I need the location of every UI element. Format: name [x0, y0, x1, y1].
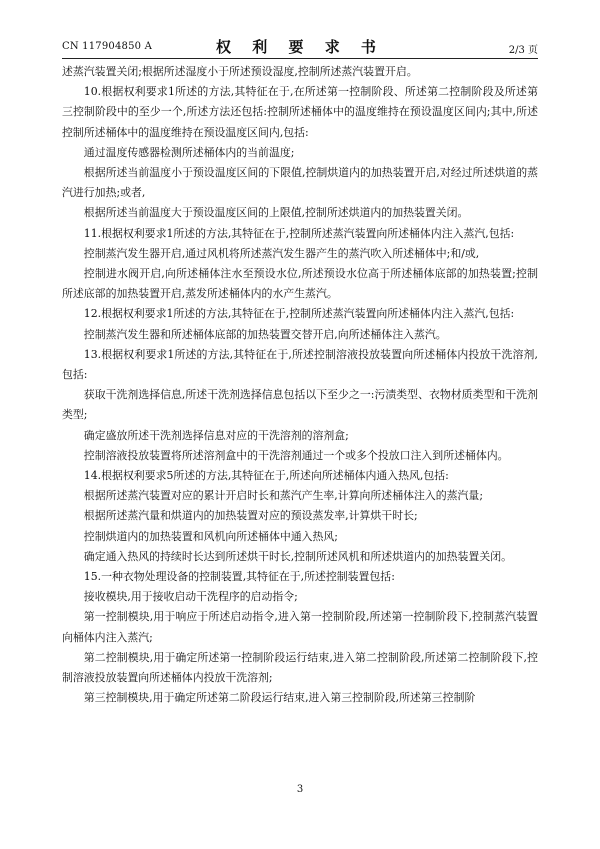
- paragraph: 第三控制模块,用于确定所述第二阶段运行结束,进入第三控制阶段,所述第三控制阶: [83, 691, 476, 705]
- paragraph: 12.根据权利要求1所述的方法,其特征在于,控制所述蒸汽装置向所述桶体内注入蒸汽,包括:: [83, 307, 515, 321]
- document-title: 权 利 要 求 书: [216, 38, 384, 56]
- page-header: [62, 36, 538, 56]
- paragraph: 11.根据权利要求1所述的方法,其特征在于,控制所述蒸汽装置向所述桶体内注入蒸汽,包括:: [83, 226, 515, 240]
- paragraph: 13.根据权利要求1所述的方法,其特征在于,所述控制溶液投放装置向所述桶体内投放干洗溶剂,包括:: [62, 347, 538, 382]
- paragraph: 根据所述当前温度大于预设温度区间的上限值,控制所述烘道内的加热装置关闭。: [83, 206, 469, 220]
- publication-number: CN 117904850 A: [62, 41, 153, 52]
- paragraph: 述蒸汽装置关闭;根据所述湿度小于所述预设湿度,控制所述蒸汽装置开启。: [62, 65, 418, 78]
- paragraph: 根据所述当前温度小于预设温度区间的下限值,控制烘道内的加热装置开启,对经过所述烘道的蒸汽进行加热;或者,: [62, 166, 538, 200]
- paragraph: 控制蒸汽发生器开启,通过风机将所述蒸汽发生器产生的蒸汽吹入所述桶体中;和/或,: [83, 246, 480, 260]
- paragraph: 确定通入热风的持续时长达到所述烘干时长,控制所述风机和所述烘道内的加热装置关闭。: [83, 549, 512, 563]
- page-indicator: 2/3 页: [508, 45, 538, 56]
- paragraph: 第一控制模块,用于响应于所述启动指令,进入第一控制阶段,所述第一控制阶段下,控制蒸汽装置向桶体内注入蒸汽;: [62, 610, 538, 644]
- claims-body: [62, 62, 538, 709]
- paragraph: 10.根据权利要求1所述的方法,其特征在于,在所述第一控制阶段、所述第二控制阶段及所述第三控制阶段中的至少一个,所述方法还包括:控制所述桶体中的温度维持在预设温度区间内;其中,所述控制所述桶体中的温度维持在预设温度区间内,包括:: [62, 85, 538, 139]
- paragraph: 控制溶液投放装置将所述溶剂盒中的干洗溶剂通过一个或多个投放口注入到所述桶体内。: [83, 448, 509, 462]
- paragraph: 控制进水阀开启,向所述桶体注水至预设水位,所述预设水位高于所述桶体底部的加热装置;控制所述底部的加热装置开启,蒸发所述桶体内的水产生蒸汽。: [62, 267, 538, 301]
- paragraph: 15.一种衣物处理设备的控制装置,其特征在于,所述控制装置包括:: [83, 570, 395, 584]
- paragraph: 接收模块,用于接收启动干洗程序的启动指令;: [83, 590, 298, 604]
- paragraph: 14.根据权利要求5所述的方法,其特征在于,所述向所述桶体内通入热风,包括:: [83, 469, 449, 483]
- header-rule: [62, 58, 538, 59]
- paragraph: 根据所述蒸汽量和烘道内的加热装置对应的预设蒸发率,计算烘干时长;: [83, 509, 418, 523]
- paragraph: 通过温度传感器检测所述桶体内的当前温度;: [83, 145, 295, 159]
- page-number: 3: [296, 784, 304, 795]
- paragraph: 根据所述蒸汽装置对应的累计开启时长和蒸汽产生率,计算向所述桶体注入的蒸汽量;: [83, 489, 483, 503]
- paragraph: 控制烘道内的加热装置和风机向所述桶体中通入热风;: [83, 529, 338, 543]
- paragraph: 确定盛放所述干洗剂选择信息对应的干洗溶剂的溶剂盒;: [83, 428, 349, 442]
- paragraph: 第二控制模块,用于确定所述第一控制阶段运行结束,进入第二控制阶段,所述第二控制阶段下,控制溶液投放装置向所述桶体内投放干洗溶剂;: [62, 650, 538, 685]
- paragraph: 获取干洗剂选择信息,所述干洗剂选择信息包括以下至少之一:污渍类型、衣物材质类型和干洗剂类型;: [62, 388, 538, 422]
- paragraph: 控制蒸汽发生器和所述桶体底部的加热装置交替开启,向所述桶体注入蒸汽。: [83, 327, 447, 341]
